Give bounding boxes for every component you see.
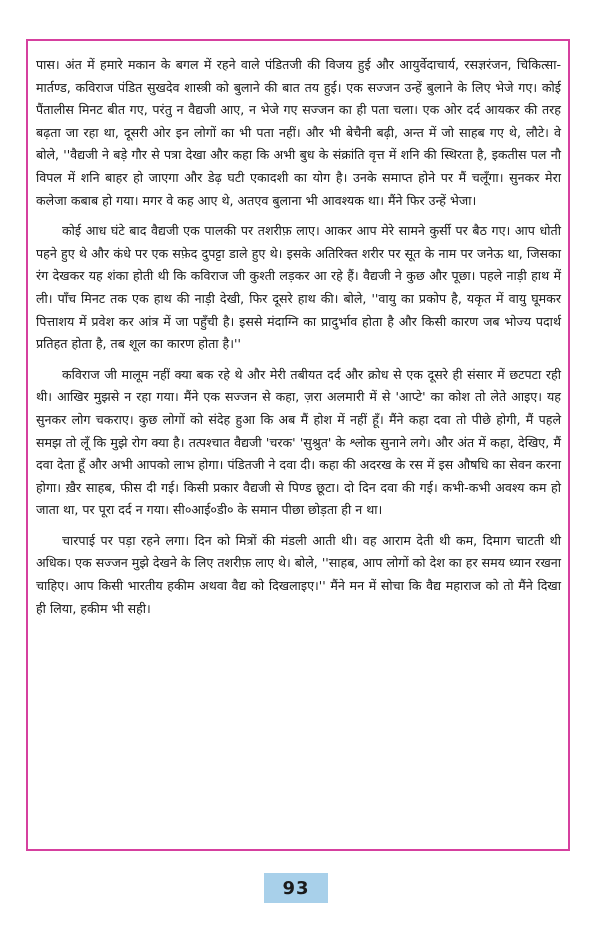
paragraph-4: चारपाई पर पड़ा रहने लगा। दिन को मित्रों की मंडली आती थी। वह आराम देती थी कम, दिमाग चाटती थी अधिक। एक सज्जन मुझे देखने के लिए तशरीफ़ लाए थे। बोले, ''साहब, आप लोगों को देश का हर समय ध्यान रखना चाहिए। आप किसी भारतीय हकीम अथवा वैद्य को दिखलाइए।'' मैंने मन में सोचा कि वैद्य महाराज को तो मैंने दिखा ही लिया, हकीम भी सही।: [36, 532, 561, 616]
page-number-badge: [264, 873, 328, 903]
paragraph-2: कोई आध घंटे बाद वैद्यजी एक पालकी पर तशरीफ़ लाए। आकर आप मेरे सामने कुर्सी पर बैठ गए। आप धोती पहने हुए थे और कंधे पर एक सफ़ेद दुपट्टा डाले हुए थे। इसके अतिरिक्त शरीर पर सूत के नाम पर जनेऊ था, जिसका रंग देखकर यह शंका होती थी कि कविराज जी कुश्ती लड़कर आ रहे हैं। वैद्यजी ने कुछ और पूछा। पहले नाड़ी हाथ में ली। पाँच मिनट तक एक हाथ की नाड़ी देखी, फिर दूसरे हाथ की। बोले, ''वायु का प्रकोप है, यकृत में वायु घूमकर पित्ताशय में प्रवेश कर आंत्र में जा पहुँची है। इससे मंदाग्नि का प्रादुर्भाव होता है और किसी कारण जब भोज्य पदार्थ प्रतिहत होता है, तब शूल का कारण होता है।'': [36, 223, 561, 352]
body-text: [36, 54, 561, 628]
page-number: 93: [282, 877, 310, 899]
paragraph-1: पास। अंत में हमारे मकान के बगल में रहने वाले पंडितजी की विजय हुई और आयुर्वेदाचार्य, रसज्ञरंजन, चिकित्सा-मार्तण्ड, कविराज पंडित सुखदेव शास्त्री को बुलाने की बात तय हुई। एक सज्जन उन्हें बुलाने के लिए भेजे गए। कोई पैंतालीस मिनट बीत गए, परंतु न वैद्यजी आए, न भेजे गए सज्जन का ही पता चला। एक ओर दर्द आयकर की तरह बढ़ता जा रहा था, दूसरी ओर इन लोगों का भी पता नहीं। और भी बेचैनी बढ़ी, अन्त में जो साहब गए थे, लौटे। वे बोले, ''वैद्यजी ने बड़े गौर से पत्रा देखा और कहा कि अभी बुध के संक्रांति वृत्त में शनि की स्थिरता है, इकतीस पल नौ विपल में शनि बाहर हो जाएगा और डेढ़ घटी एकादशी का योग है। उनके समाप्त होने पर मैं चलूँगा। सुनकर मेरा कलेजा कबाब हो गया। मगर वे कह आए थे, अतएव बुलाना भी आवश्यक था। मैंने फिर उन्हें भेजा।: [36, 57, 561, 208]
paragraph-3: कविराज जी मालूम नहीं क्या बक रहे थे और मेरी तबीयत दर्द और क्रोध से एक दूसरे ही संसार में छटपटा रही थी। आखिर मुझसे न रहा गया। मैंने एक सज्जन से कहा, ज़रा अलमारी में से 'आप्टे' का कोश तो लेते आइए। यह सुनकर लोग चकराए। कुछ लोगों को संदेह हुआ कि अब मैं होश में नहीं हूँ। मैंने कहा दवा तो पीछे होगी, मैं पहले समझ तो लूँ कि मुझे रोग क्या है। तत्पश्चात वैद्यजी 'चरक' 'सुश्रुत' के श्लोक सुनाने लगे। और अंत में कहा, देखिए, मैं दवा देता हूँ और अभी आपको लाभ होगा। पंडितजी ने दवा दी। कहा की अदरख के रस में इस औषधि का सेवन करना होगा। ख़ैर साहब, फीस दी गई। किसी प्रकार वैद्यजी से पिण्ड छूटा। दो दिन दवा की गई। कभी-कभी अवश्य कम हो जाता था, पर पूरा दर्द न गया। सी०आई०डी० के समान पीछा छोड़ता ही न था।: [36, 366, 561, 518]
